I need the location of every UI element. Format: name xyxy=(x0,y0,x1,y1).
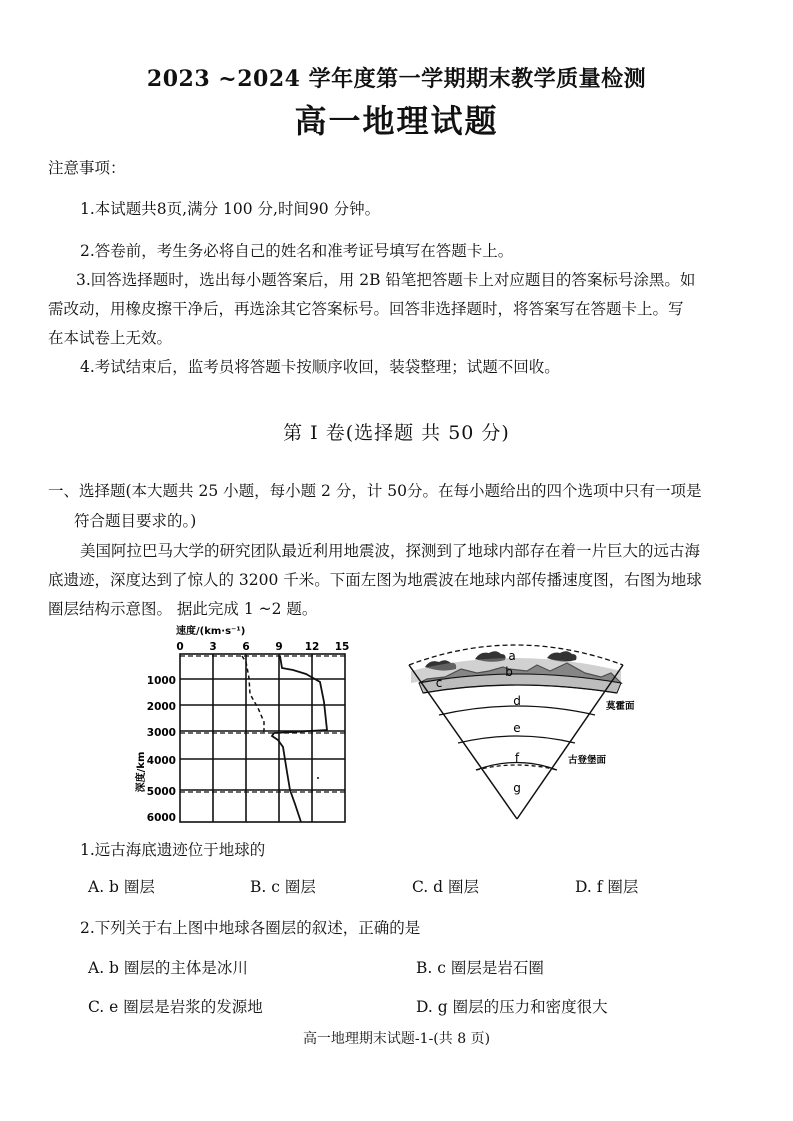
section-title: 第 Ⅰ 卷(选择题 共 50 分) xyxy=(283,422,510,444)
notice-item-4: 4.考试结束后，监考员将答题卡按顺序收回，装袋整理；试题不回收。 xyxy=(80,358,560,376)
y-tick-1000: 1000 xyxy=(146,675,176,687)
x-tick-15: 15 xyxy=(334,641,350,653)
seismic-wave-chart xyxy=(130,622,370,828)
layer-a-label: a xyxy=(508,649,516,663)
p-wave-curve xyxy=(272,656,327,822)
x-tick-6: 6 xyxy=(242,641,250,653)
layer-f-label: f xyxy=(514,751,520,765)
page-footer: 高一地理期末试题-1-(共 8 页) xyxy=(302,1031,491,1047)
q2-option-a: A. b 圈层的主体是冰川 xyxy=(88,959,248,977)
q2-option-d: D. g 圈层的压力和密度很大 xyxy=(416,998,608,1016)
part1-heading-line2: 符合题目要求的。) xyxy=(74,512,197,530)
stem-line-1: 美国阿拉巴马大学的研究团队最近利用地震波，探测到了地球内部存在着一片巨大的远古海 xyxy=(80,542,701,560)
y-tick-6000: 6000 xyxy=(146,812,176,824)
q1-option-c: C. d 圈层 xyxy=(412,878,480,896)
layer-d-label: d xyxy=(513,694,521,708)
notice-item-3-line3: 在本试卷上无效。 xyxy=(48,329,173,347)
x-tick-9: 9 xyxy=(275,641,283,653)
notice-item-3-line2: 需改动，用橡皮擦干净后，再选涂其它答案标号。回答非选择题时，将答案写在答题卡上。写 xyxy=(48,300,684,318)
chart-y-axis-label: 深度/km xyxy=(136,751,147,793)
gutenberg-label: 古登堡面 xyxy=(568,755,607,766)
notice-item-1: 1.本试题共8页,满分 100 分,时间90 分钟。 xyxy=(80,200,381,218)
notice-item-2: 2.答卷前，考生务必将自己的姓名和准考证号填写在答题卡上。 xyxy=(80,242,514,260)
q2-option-b: B. c 圈层是岩石圈 xyxy=(416,959,544,977)
y-tick-3000: 3000 xyxy=(146,727,176,739)
y-tick-4000: 4000 xyxy=(146,755,176,767)
y-tick-5000: 5000 xyxy=(146,786,176,798)
part1-heading-line1: 一、选择题(本大题共 25 小题，每小题 2 分，计 50分。在每小题给出的四个选项中只有一项是 xyxy=(48,482,702,500)
x-tick-0: 0 xyxy=(176,641,184,653)
layer-e-label: e xyxy=(513,721,521,735)
stem-line-2: 底遗迹，深度达到了惊人的 3200 千米。下面左图为地震波在地球内部传播速度图，右图为地球 xyxy=(48,571,702,589)
notice-item-3-line1: 3.回答选择题时，选出每小题答案后，用 2B 铅笔把答题卡上对应题目的答案标号涂黑。如 xyxy=(76,271,696,289)
q1-option-a: A. b 圈层 xyxy=(88,878,155,896)
chart-x-axis-label: 速度/(km·s⁻¹) xyxy=(176,626,246,637)
y-tick-2000: 2000 xyxy=(146,701,176,713)
q2-option-c: C. e 圈层是岩浆的发源地 xyxy=(88,998,263,1016)
layer-b-label: b xyxy=(505,665,513,679)
exam-title: 高一地理试题 xyxy=(294,102,499,140)
q1-option-b: B. c 圈层 xyxy=(250,878,316,896)
stem-line-3: 圈层结构示意图。 据此完成 1 ~2 题。 xyxy=(48,600,318,618)
x-tick-3: 3 xyxy=(209,641,217,653)
layer-c-label: c xyxy=(435,676,443,690)
q1-stem: 1.远古海底遗迹位于地球的 xyxy=(80,841,266,859)
q1-option-d: D. f 圈层 xyxy=(575,878,639,896)
earth-layers-diagram xyxy=(405,625,645,823)
q2-stem: 2.下列关于右上图中地球各圈层的叙述，正确的是 xyxy=(80,919,421,937)
exam-title-line1: 2023 ~2024 学年度第一学期期末教学质量检测 xyxy=(146,66,647,92)
moho-label: 莫霍面 xyxy=(606,701,635,712)
notice-heading: 注意事项： xyxy=(48,159,126,177)
layer-g-label: g xyxy=(513,781,521,795)
chart-grid xyxy=(180,654,345,822)
x-tick-12: 12 xyxy=(304,641,320,653)
